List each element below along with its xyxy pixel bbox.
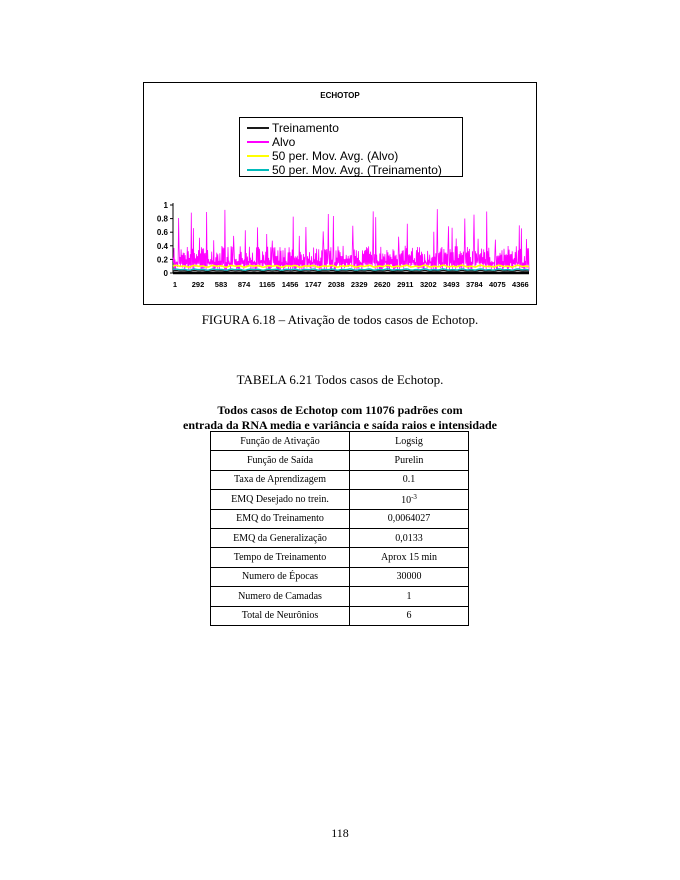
value-text: Aprox 15 min — [380, 552, 438, 564]
x-tick-label: 292 — [191, 280, 205, 289]
value-text: 0.1 — [402, 474, 416, 486]
parameter-name: Tempo de Treinamento — [211, 548, 350, 567]
x-tick-label: 4075 — [489, 280, 506, 289]
value-text: 0,0064027 — [387, 513, 431, 525]
value-text: 10 — [401, 494, 412, 506]
table-row — [211, 509, 469, 528]
parameters-table — [210, 431, 469, 626]
table-row — [211, 567, 469, 586]
table-row — [211, 548, 469, 567]
x-tick-label: 1747 — [304, 280, 322, 289]
parameter-value — [350, 432, 469, 451]
x-tick-label: 1165 — [258, 280, 276, 289]
parameter-value — [350, 528, 469, 547]
table-title-line-1: Todos casos de Echotop com 11076 padrões com — [217, 403, 463, 417]
value-text: Logsig — [395, 435, 423, 447]
value-exponent: -3 — [411, 492, 417, 501]
x-tick-label: 4366 — [512, 280, 529, 289]
y-tick-label: 0.6 — [156, 228, 168, 238]
x-tick-label: 583 — [214, 280, 228, 289]
parameter-name: Numero de Épocas — [211, 567, 350, 586]
table-label: TABELA 6.21 Todos casos de Echotop. — [236, 372, 444, 387]
parameter-name: Função de Saída — [211, 451, 350, 470]
legend-swatch — [247, 169, 269, 171]
table-row — [211, 528, 469, 547]
table-row — [211, 490, 469, 509]
parameter-value — [350, 451, 469, 470]
x-tick-label: 1456 — [281, 280, 299, 289]
x-tick-label: 2911 — [397, 280, 414, 289]
legend-label: Treinamento — [272, 120, 339, 135]
parameter-name: EMQ da Generalização — [211, 528, 350, 547]
legend-item — [240, 135, 462, 148]
x-tick-label: 3202 — [419, 280, 437, 289]
parameter-value — [350, 470, 469, 489]
x-tick-label: 2038 — [327, 280, 345, 289]
y-tick-label: 0.2 — [156, 255, 168, 265]
value-text: 0,0133 — [395, 532, 423, 544]
parameter-value — [350, 548, 469, 567]
legend-item — [240, 163, 462, 176]
legend-item — [240, 149, 462, 162]
parameter-name: Total de Neurônios — [211, 606, 350, 625]
table-title-line-2: entrada da RNA media e variância e saída raios e intensidade — [183, 418, 497, 432]
table-row — [211, 451, 469, 470]
parameter-value — [350, 509, 469, 528]
parameter-name: Numero de Camadas — [211, 587, 350, 606]
legend-label: 50 per. Mov. Avg. (Alvo) — [272, 148, 399, 163]
parameter-name: Função de Ativação — [211, 432, 350, 451]
value-text: 30000 — [396, 571, 422, 583]
legend-swatch — [247, 127, 269, 129]
legend-swatch — [247, 155, 269, 157]
value-text: 6 — [406, 610, 412, 622]
parameter-name: EMQ Desejado no trein. — [211, 490, 350, 509]
x-tick-label: 1 — [172, 280, 178, 289]
parameter-value — [350, 606, 469, 625]
legend-label: Alvo — [272, 134, 296, 149]
x-tick-label: 2329 — [350, 280, 368, 289]
y-tick-label: 1 — [163, 201, 168, 210]
table-row — [211, 470, 469, 489]
chart-title: ECHOTOP — [320, 91, 360, 100]
y-tick-label: 0.8 — [156, 214, 168, 224]
figure-caption: FIGURA 6.18 – Ativação de todos casos de Echotop. — [201, 312, 479, 327]
y-tick-label: 0.4 — [156, 241, 168, 251]
y-tick-label: 0 — [163, 269, 168, 278]
legend-item — [240, 121, 462, 134]
table-row — [211, 432, 469, 451]
legend-label: 50 per. Mov. Avg. (Treinamento) — [272, 162, 442, 177]
chart-legend — [239, 117, 463, 177]
table-row — [211, 587, 469, 606]
page-number: 118 — [331, 826, 349, 840]
x-tick-label: 874 — [237, 280, 251, 289]
chart-frame — [143, 82, 537, 305]
parameter-name: EMQ do Treinamento — [211, 509, 350, 528]
legend-swatch — [247, 141, 269, 143]
value-text: Purelin — [394, 455, 424, 467]
parameter-name: Taxa de Aprendizagem — [211, 470, 350, 489]
x-tick-label: 2620 — [373, 280, 391, 289]
x-tick-label: 3493 — [442, 280, 460, 289]
parameter-value — [350, 490, 469, 509]
series-alvo-line — [173, 209, 529, 271]
parameter-value — [350, 587, 469, 606]
parameter-value — [350, 567, 469, 586]
table-row — [211, 606, 469, 625]
value-text: 1 — [406, 590, 412, 602]
x-tick-label: 3784 — [466, 280, 483, 289]
